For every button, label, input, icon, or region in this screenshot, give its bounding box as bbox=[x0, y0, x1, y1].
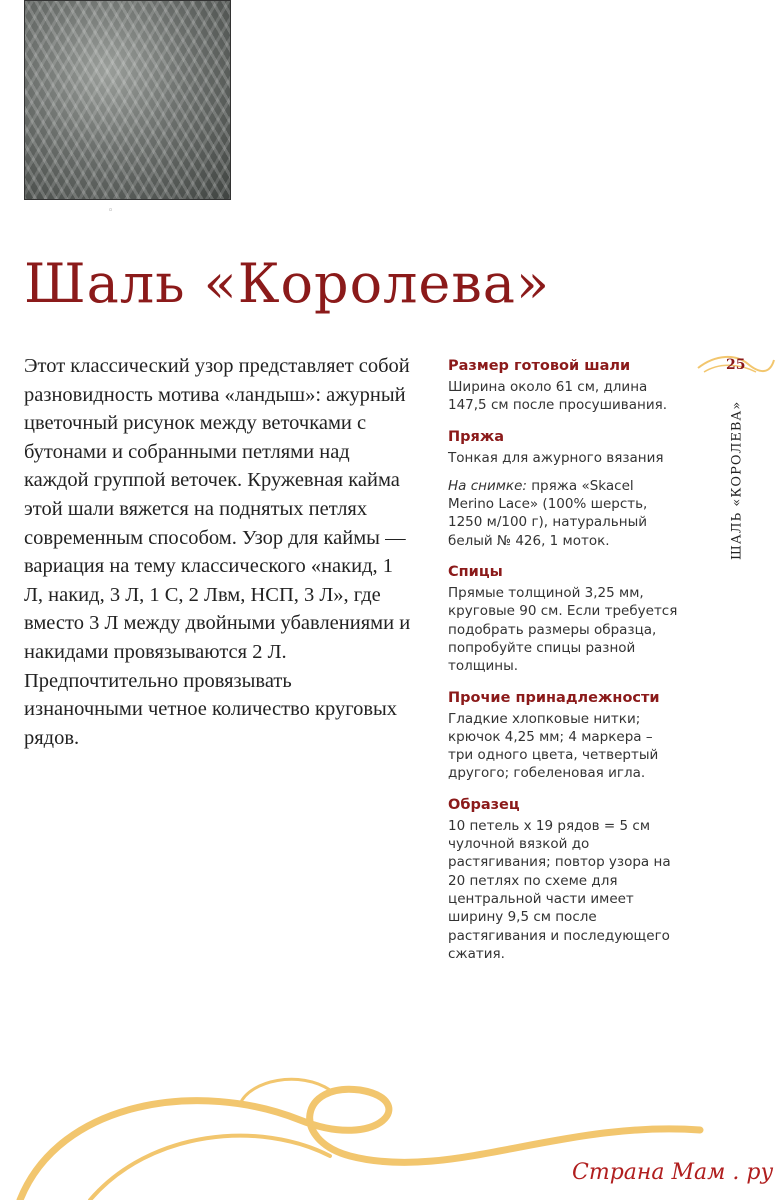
running-title: ШАЛЬ «КОРОЛЕВА» bbox=[729, 400, 745, 560]
yarn-text: Тонкая для ажурного вязания bbox=[448, 449, 664, 466]
yarn-photo-label: На снимке: bbox=[448, 477, 527, 494]
gauge-text: 10 петель х 19 рядов = 5 см чулочной вязкой до растягивания; повтор узора на 20 петлях по схеме для центральной части имеет ширину 9,5 см после растягивания и последующего сжатия. bbox=[448, 817, 671, 962]
size-text: Ширина около 61 см, длина 147,5 см после просушивания. bbox=[448, 379, 668, 414]
notions-heading: Прочие принадлежности bbox=[448, 689, 660, 706]
notions-text: Гладкие хлопковые нитки; крючок 4,25 мм; 4 маркера – три одного цвета, четвертый другого; гобеленовая игла. bbox=[448, 710, 659, 782]
gauge-heading: Образец bbox=[448, 796, 520, 813]
yarn-heading: Пряжа bbox=[448, 428, 505, 445]
page-title: Шаль «Королева» bbox=[24, 252, 550, 315]
needles-text: Прямые толщиной 3,25 мм, круговые 90 см. Если требуется подобрать размеры образца, попробуйте спицы разной толщины. bbox=[448, 585, 678, 675]
yarn-photo-note bbox=[448, 477, 680, 550]
shawl-photo bbox=[24, 0, 231, 200]
intro-paragraph: Этот классический узор представляет собой разновидность мотива «ландыш»: ажурный цветочный рисунок между веточками с бутонами и собранными петлями над каждой группой веточек. Кружевная кайма этой шали вяжется на поднятых петлях современным способом. Узор для каймы — вариация на тему классического «накид, 1 Л, накид, 3 Л, 1 С, 2 Лвм, НСП, 3 Л», где вместо 3 Л между двойными убавлениями и накидами провязываются 2 Л. Предпочтительно провязывать изнаночными четное количество круговых рядов. bbox=[24, 355, 411, 749]
needles-heading: Спицы bbox=[448, 564, 503, 581]
specs-column bbox=[448, 356, 680, 963]
page-number: 25 bbox=[726, 357, 746, 373]
watermark: Страна Мам . ру bbox=[572, 1160, 774, 1185]
yarn-photo-text: пряжа «Skacel Merino Lace» (100% шерсть, 1250 м/100 г), натуральный белый № 426, 1 моток. bbox=[448, 477, 648, 549]
photo-scan-mark: ◦ bbox=[108, 206, 114, 216]
size-heading: Размер готовой шали bbox=[448, 358, 631, 374]
